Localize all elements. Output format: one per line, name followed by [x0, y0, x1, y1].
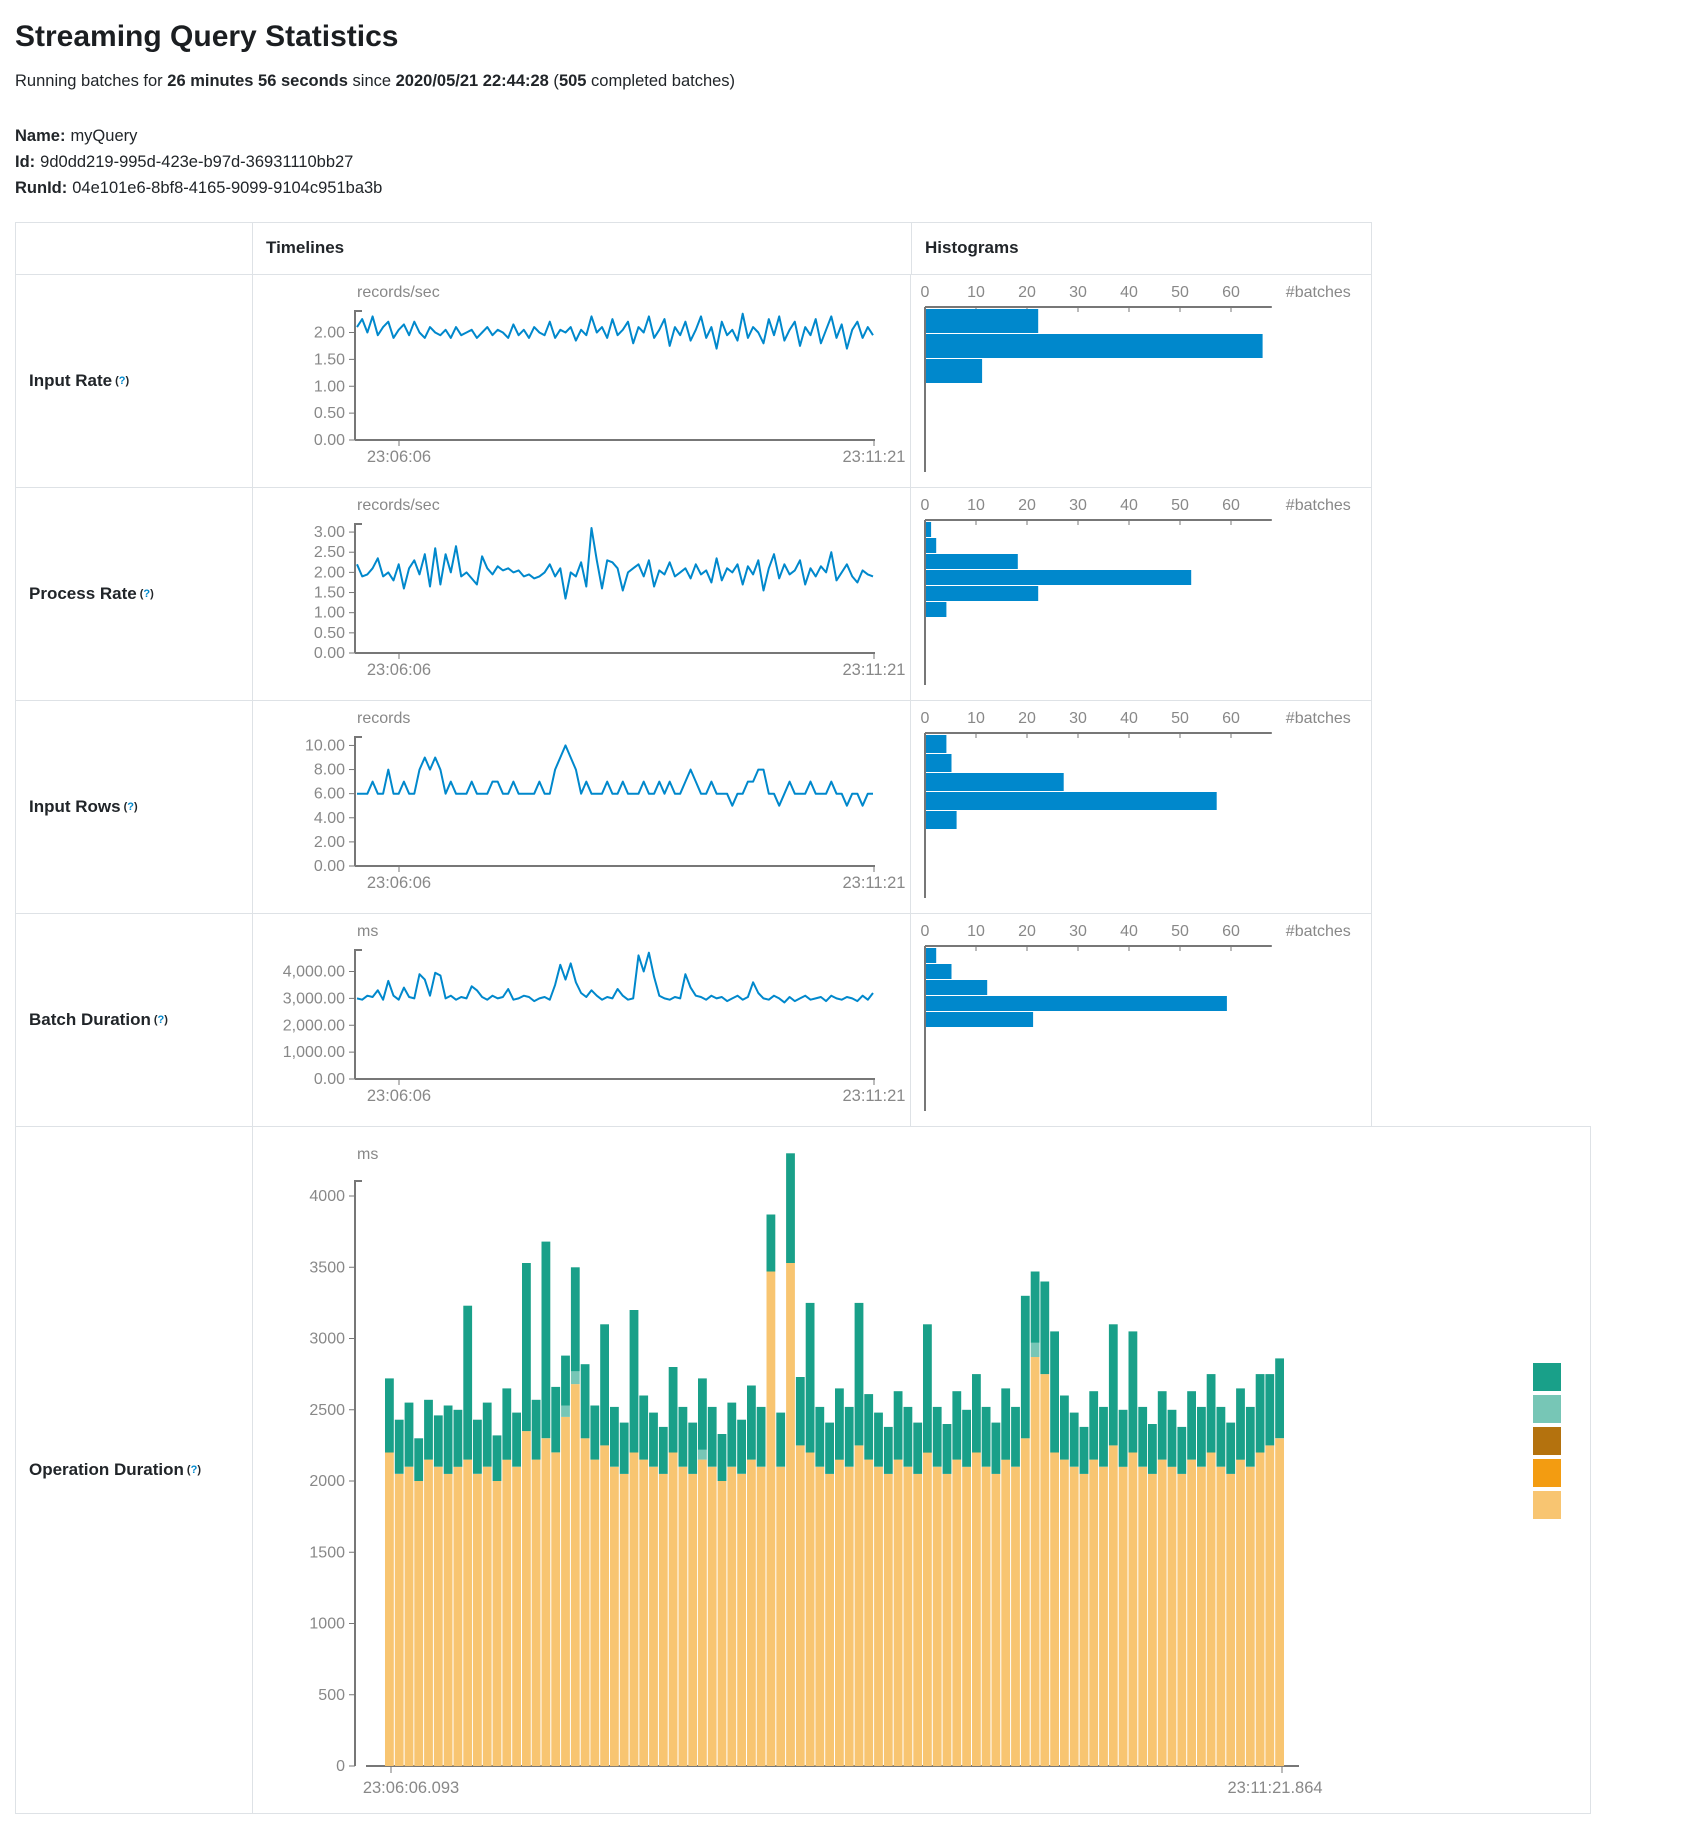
svg-text:1000: 1000	[309, 1615, 345, 1633]
svg-text:records: records	[356, 710, 411, 727]
svg-text:30: 30	[1069, 284, 1087, 301]
page-title: Streaming Query Statistics	[15, 20, 399, 53]
svg-text:2.50: 2.50	[313, 544, 345, 562]
operation-duration-help: (?)	[186, 1464, 201, 1476]
input-rate-row	[15, 274, 1372, 488]
svg-text:10: 10	[967, 923, 985, 940]
batch-duration-help: (?)	[153, 1014, 168, 1026]
query-name-label: Name:	[15, 127, 66, 145]
svg-text:2000: 2000	[309, 1473, 345, 1490]
svg-text:1.50: 1.50	[313, 351, 345, 369]
svg-text:0: 0	[336, 1758, 345, 1775]
query-runid-label: RunId:	[15, 179, 68, 197]
svg-text:0.00: 0.00	[313, 645, 345, 662]
svg-text:2,000.00: 2,000.00	[282, 1017, 345, 1035]
svg-text:20: 20	[1018, 497, 1036, 514]
help-link[interactable]: ?	[127, 801, 135, 813]
running-batches-summary: Running batches for 26 minutes 56 seconds since 2020/05/21 22:44:28 (505 completed batches)	[15, 72, 736, 90]
svg-text:2500: 2500	[309, 1401, 345, 1419]
svg-text:records/sec: records/sec	[356, 497, 440, 514]
svg-text:#batches: #batches	[1285, 923, 1351, 940]
statistics-table	[15, 222, 1675, 1814]
process-rate-help: (?)	[139, 588, 154, 600]
svg-text:30: 30	[1069, 497, 1087, 514]
process-rate-row	[15, 487, 1372, 701]
input-rows-histogram-chart	[911, 701, 1371, 913]
svg-text:10: 10	[967, 284, 985, 301]
svg-text:23:06:06.093: 23:06:06.093	[362, 1779, 460, 1797]
query-runid-value: 04e101e6-8bf8-4165-9099-9104c951ba3b	[72, 179, 383, 197]
svg-text:0.00: 0.00	[313, 858, 345, 875]
query-id-value: 9d0dd219-995d-423e-b97d-36931110bb27	[40, 153, 354, 171]
svg-text:1.50: 1.50	[313, 584, 345, 602]
svg-text:#batches: #batches	[1285, 710, 1351, 727]
table-header-row	[15, 222, 1372, 275]
svg-text:20: 20	[1018, 710, 1036, 727]
svg-text:60: 60	[1222, 923, 1240, 940]
svg-text:23:06:06: 23:06:06	[366, 1087, 431, 1105]
svg-text:2.00: 2.00	[313, 833, 345, 851]
svg-text:4000: 4000	[309, 1188, 345, 1205]
svg-text:50: 50	[1171, 710, 1189, 727]
svg-text:3000: 3000	[309, 1330, 345, 1348]
query-id-label: Id:	[15, 153, 36, 171]
svg-text:40: 40	[1120, 284, 1138, 301]
svg-text:60: 60	[1222, 497, 1240, 514]
process-rate-label: Process Rate	[29, 584, 137, 603]
svg-text:40: 40	[1120, 710, 1138, 727]
svg-text:23:06:06: 23:06:06	[366, 448, 431, 466]
svg-text:23:11:21: 23:11:21	[842, 661, 906, 679]
svg-text:60: 60	[1222, 284, 1240, 301]
svg-text:0.50: 0.50	[313, 405, 345, 423]
svg-text:1500: 1500	[309, 1544, 345, 1562]
svg-text:0: 0	[920, 284, 930, 301]
svg-text:ms: ms	[356, 923, 379, 940]
operation-duration-row	[15, 1126, 1591, 1814]
input-rows-help: (?)	[123, 801, 138, 813]
svg-text:30: 30	[1069, 923, 1087, 940]
svg-text:10: 10	[967, 497, 985, 514]
query-info	[15, 127, 1675, 198]
svg-text:23:11:21: 23:11:21	[842, 874, 906, 892]
svg-text:40: 40	[1120, 923, 1138, 940]
batch-duration-timeline-chart	[253, 914, 910, 1126]
svg-text:0: 0	[920, 710, 930, 727]
svg-text:0.00: 0.00	[313, 432, 345, 449]
batch-duration-row	[15, 913, 1372, 1127]
svg-text:23:11:21: 23:11:21	[842, 1087, 906, 1105]
operation-duration-label: Operation Duration	[29, 1460, 184, 1479]
legend-swatch-dark-orange	[1533, 1427, 1561, 1455]
svg-text:40: 40	[1120, 497, 1138, 514]
query-name-value: myQuery	[70, 127, 138, 145]
svg-text:3500: 3500	[309, 1259, 345, 1277]
svg-text:0: 0	[920, 497, 930, 514]
input-rate-help: (?)	[115, 375, 130, 387]
svg-text:3,000.00: 3,000.00	[282, 990, 345, 1008]
legend-swatch-tan	[1533, 1491, 1561, 1519]
svg-text:ms: ms	[357, 1146, 379, 1163]
input-rows-label: Input Rows	[29, 797, 121, 816]
legend-swatch-orange	[1533, 1459, 1561, 1487]
svg-text:4.00: 4.00	[313, 809, 345, 827]
running-duration: 26 minutes 56 seconds	[167, 72, 348, 90]
start-time: 2020/05/21 22:44:28	[395, 72, 549, 90]
help-link[interactable]: ?	[157, 1014, 165, 1026]
help-link[interactable]: ?	[143, 588, 151, 600]
svg-text:60: 60	[1222, 710, 1240, 727]
svg-text:0.00: 0.00	[313, 1071, 345, 1088]
svg-text:10: 10	[967, 710, 985, 727]
input-rate-timeline-chart	[253, 275, 910, 487]
batch-duration-label: Batch Duration	[29, 1010, 151, 1029]
process-rate-timeline-chart	[253, 488, 910, 700]
svg-text:500: 500	[318, 1686, 345, 1704]
svg-text:3.00: 3.00	[313, 524, 345, 542]
svg-text:4,000.00: 4,000.00	[282, 963, 345, 981]
svg-text:20: 20	[1018, 923, 1036, 940]
legend-swatch-light-teal	[1533, 1395, 1561, 1423]
svg-text:20: 20	[1018, 284, 1036, 301]
svg-text:#batches: #batches	[1285, 284, 1351, 301]
legend-swatch-teal	[1533, 1363, 1561, 1391]
svg-text:0.50: 0.50	[313, 624, 345, 642]
svg-text:23:11:21.864: 23:11:21.864	[1227, 1779, 1323, 1797]
operation-duration-stacked-chart	[253, 1131, 1589, 1811]
input-rows-timeline-chart	[253, 701, 910, 913]
svg-text:23:06:06: 23:06:06	[366, 874, 431, 892]
svg-text:50: 50	[1171, 284, 1189, 301]
batch-duration-histogram-chart	[911, 914, 1371, 1126]
svg-text:1.00: 1.00	[313, 604, 345, 622]
input-rate-histogram-chart	[911, 275, 1371, 487]
input-rate-label: Input Rate	[29, 371, 113, 390]
process-rate-histogram-chart	[911, 488, 1371, 700]
histograms-column-header: Histograms	[925, 238, 1019, 257]
input-rows-row	[15, 700, 1372, 914]
svg-text:23:06:06: 23:06:06	[366, 661, 431, 679]
help-link[interactable]: ?	[190, 1464, 198, 1476]
svg-text:#batches: #batches	[1285, 497, 1351, 514]
svg-text:1,000.00: 1,000.00	[282, 1044, 345, 1062]
completed-batch-count: 505	[558, 72, 587, 90]
svg-text:2.00: 2.00	[313, 564, 345, 582]
svg-text:8.00: 8.00	[313, 761, 345, 779]
svg-text:0: 0	[920, 923, 930, 940]
svg-text:2.00: 2.00	[313, 324, 345, 342]
svg-text:1.00: 1.00	[313, 378, 345, 396]
timelines-column-header: Timelines	[253, 223, 912, 274]
svg-text:50: 50	[1171, 923, 1189, 940]
svg-text:30: 30	[1069, 710, 1087, 727]
svg-text:23:11:21: 23:11:21	[842, 448, 906, 466]
svg-text:records/sec: records/sec	[356, 284, 440, 301]
help-link[interactable]: ?	[118, 375, 126, 387]
svg-text:6.00: 6.00	[313, 785, 345, 803]
svg-text:10.00: 10.00	[304, 737, 345, 755]
svg-text:50: 50	[1171, 497, 1189, 514]
